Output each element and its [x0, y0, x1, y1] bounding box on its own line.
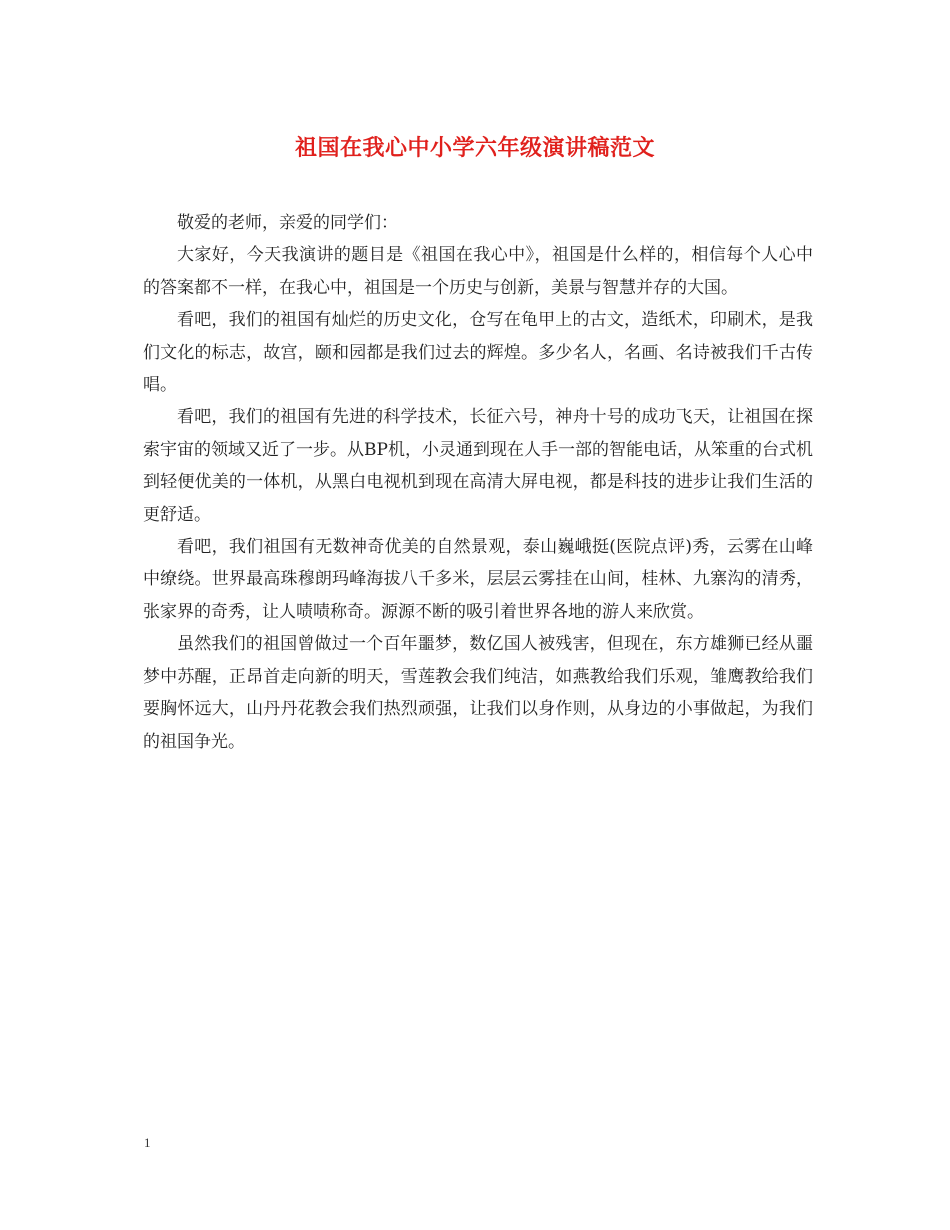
- paragraph-scenery: 看吧，我们祖国有无数神奇优美的自然景观，泰山巍峨挺(医院点评)秀，云雾在山峰中缭绕。世界最高珠穆朗玛峰海拔八千多米，层层云雾挂在山间，桂林、九寨沟的清秀，张家界的奇秀，让人啧啧称奇。源源不断的吸引着世界各地的游人来欣赏。: [143, 537, 813, 622]
- paragraph-intro: 大家好，今天我演讲的题目是《祖国在我心中》，祖国是什么样的，相信每个人心中的答案都不一样，在我心中，祖国是一个历史与创新，美景与智慧并存的大国。: [143, 245, 813, 298]
- paragraph-history: 看吧，我们的祖国有灿烂的历史文化，仓写在龟甲上的古文，造纸术，印刷术，是我们文化的标志，故宫，颐和园都是我们过去的辉煌。多少名人，名画、名诗被我们千古传唱。: [143, 310, 813, 396]
- page-number: 1: [144, 1135, 151, 1150]
- document-title: 祖国在我心中小学六年级演讲稿范文: [294, 135, 655, 161]
- paragraph-technology: 看吧，我们的祖国有先进的科学技术，长征六号，神舟十号的成功飞天，让祖国在探索宇宙的领域又近了一步。从BP机，小灵通到现在人手一部的智能电话，从笨重的台式机到轻便优美的一体机，从黑白电视机到现在高清大屏电视，都是科技的进步让我们生活的更舒适。: [143, 407, 813, 525]
- document-body: [143, 207, 813, 758]
- paragraph-greeting: 敬爱的老师，亲爱的同学们：: [177, 213, 398, 233]
- paragraph-conclusion: 虽然我们的祖国曾做过一个百年噩梦，数亿国人被残害，但现在，东方雄狮已经从噩梦中苏醒，正昂首走向新的明天，雪莲教会我们纯洁，如燕教给我们乐观，雏鹰教给我们要胸怀远大，山丹丹花教会我们热烈顽强，让我们以身作则，从身边的小事做起，为我们的祖国争光。: [143, 634, 813, 752]
